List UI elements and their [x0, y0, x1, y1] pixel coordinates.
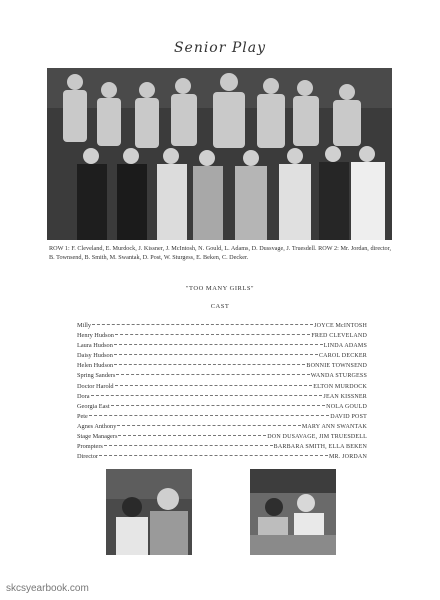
cast-role: Prompters — [77, 443, 103, 451]
leader-dots — [104, 445, 273, 446]
cast-actor: BARBARA SMITH, ELLA BEKEN — [273, 444, 367, 451]
cast-role: Helen Hudson — [77, 362, 114, 370]
cast-row — [77, 362, 367, 372]
cast-row — [77, 332, 367, 342]
cast-actor: JEAN KISSNER — [323, 393, 367, 400]
cast-role: Pete — [77, 412, 88, 420]
leader-dots — [114, 344, 323, 345]
cast-role: Henry Hudson — [77, 332, 114, 340]
cast-actor: NOLA GOULD — [326, 403, 367, 410]
page-title: Senior Play — [173, 40, 267, 56]
cast-row — [77, 423, 367, 433]
cast-role: Stage Managers — [77, 433, 118, 441]
cast-row — [77, 433, 367, 443]
cast-role: Georgia East — [77, 402, 110, 410]
cast-row — [77, 413, 367, 423]
cast-actor: DAVID POST — [330, 413, 367, 420]
cast-row — [77, 383, 367, 393]
leader-dots — [91, 395, 323, 396]
group-photo — [47, 68, 392, 240]
cast-row — [77, 393, 367, 403]
cast-actor: DON DUSAVAGE, JIM TRUESDELL — [267, 434, 367, 441]
candid-photo-left — [106, 469, 192, 555]
leader-dots — [116, 374, 309, 375]
cast-actor: CAROL DECKER — [318, 353, 367, 360]
cast-role: Daisy Hudson — [77, 352, 113, 360]
cast-row — [77, 372, 367, 382]
cast-role: Dora — [77, 392, 90, 400]
cast-row — [77, 352, 367, 362]
cast-actor: MARY ANN SWANTAK — [301, 423, 367, 430]
cast-row — [77, 342, 367, 352]
cast-actor: WANDA STURGESS — [310, 373, 367, 380]
leader-dots — [115, 334, 310, 335]
leader-dots — [115, 385, 313, 386]
cast-row — [77, 443, 367, 453]
photo-caption: ROW 1: F. Cleveland, E. Murdock, J. Kissner, J. McIntosh, N. Gould, L. Adams, D. Dussvage, J. Truesdell. ROW 2: Mr. Jordan, director, B. Townsend, B. Smith, M. Swantak, D. Post, W. Sturgess, E. Beken, C. Decker. — [49, 245, 391, 261]
play-title: "TOO MANY GIRLS" — [185, 285, 255, 292]
cast-role: Spring Sanders — [77, 372, 116, 380]
cast-actor: MR. JORDAN — [328, 454, 367, 461]
leader-dots — [92, 324, 313, 325]
leader-dots — [118, 435, 266, 436]
site-watermark: skcsyearbook.com — [6, 583, 89, 594]
cast-role: Doctor Harold — [77, 382, 114, 390]
cast-role: Director — [77, 453, 98, 461]
cast-actor: JOYCE McINTOSH — [314, 323, 367, 329]
leader-dots — [89, 415, 329, 416]
cast-actor: LINDA ADAMS — [323, 343, 367, 350]
cast-row — [77, 322, 367, 332]
leader-dots — [99, 455, 328, 456]
cast-actor: ELTON MURDOCK — [313, 383, 367, 390]
cast-role: Milly — [77, 322, 91, 329]
cast-list — [77, 322, 367, 463]
candid-photo-right — [250, 469, 336, 555]
cast-actor: FRED CLEVELAND — [311, 333, 367, 340]
leader-dots — [114, 354, 318, 355]
cast-actor: BONNIE TOWNSEND — [306, 363, 367, 370]
leader-dots — [117, 425, 300, 426]
cast-role: Agnes Anthony — [77, 422, 117, 430]
leader-dots — [111, 405, 326, 406]
cast-row — [77, 403, 367, 413]
cast-row — [77, 453, 367, 463]
cast-heading: CAST — [210, 303, 230, 310]
leader-dots — [114, 364, 305, 365]
cast-role: Laura Hudson — [77, 342, 113, 350]
